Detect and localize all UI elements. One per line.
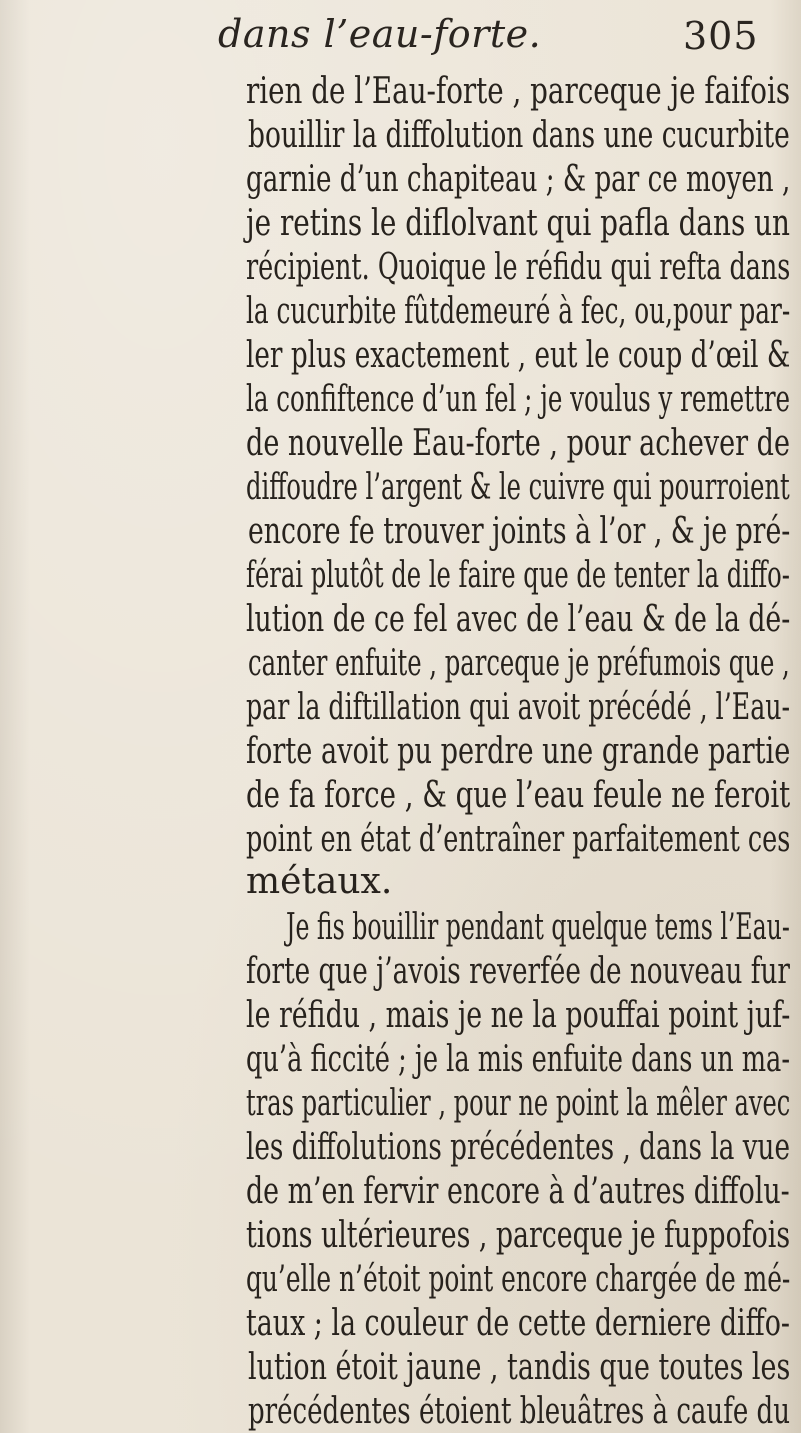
text-line: tras particulier , pour ne point la mêler avec bbox=[246, 1083, 791, 1124]
text-line: forte avoit pu perdre une grande partie bbox=[246, 731, 791, 772]
text-line: précédentes étoient bleuâtres à caufe du bbox=[248, 1391, 791, 1432]
text-line: récipient. Quoique le réfidu qui refta dans bbox=[246, 247, 791, 288]
text-line: diffoudre l’argent & le cuivre qui pourroient bbox=[246, 467, 790, 508]
text-line: taux ; la couleur de cette derniere diffo- bbox=[246, 1303, 790, 1344]
text-line: de m’en fervir encore à d’autres diffolu- bbox=[246, 1171, 790, 1212]
text-line: la confiftence d’un fel ; je voulus y remettre bbox=[246, 379, 791, 420]
text-line: qu’elle n’étoit point encore chargée de mé- bbox=[246, 1259, 791, 1300]
text-line: qu’à ficcité ; je la mis enfuite dans un ma- bbox=[246, 1039, 791, 1080]
text-line: le réfidu , mais je ne la pouffai point juf- bbox=[246, 995, 791, 1036]
text-line: bouillir la diffolution dans une cucurbite bbox=[248, 115, 790, 156]
text-line: je retins le diflolvant qui pafla dans un bbox=[246, 203, 791, 244]
text-line: Je fis bouillir pendant quelque tems l’Eau- bbox=[286, 907, 790, 948]
text-line: métaux. bbox=[246, 861, 393, 902]
text-line: encore fe trouver joints à l’or , & je pré- bbox=[248, 511, 791, 552]
text-line: tions ultérieures , parceque je fuppofois bbox=[246, 1215, 791, 1256]
text-line: rien de l’Eau-forte , parceque je faifois bbox=[246, 71, 791, 112]
page-header bbox=[0, 12, 801, 64]
text-line: forte que j’avois reverfée de nouveau fur bbox=[246, 951, 790, 992]
text-line: ler plus exactement , eut le coup d’œil & bbox=[246, 335, 791, 376]
text-line: canter enfuite , parceque je préfumois que , bbox=[248, 643, 790, 684]
text-line: lution étoit jaune , tandis que toutes les bbox=[248, 1347, 791, 1388]
text-line: les diffolutions précédentes , dans la vue bbox=[246, 1127, 790, 1168]
text-line: de fa force , & que l’eau feule ne feroit bbox=[246, 775, 791, 816]
text-line: férai plutôt de le faire que de tenter la diffo- bbox=[246, 555, 790, 596]
text-line: lution de ce fel avec de l’eau & de la dé- bbox=[246, 599, 791, 640]
page-number: 305 bbox=[683, 14, 759, 58]
text-line: la cucurbite fûtdemeuré à fec, ou,pour par- bbox=[246, 291, 791, 332]
text-line: garnie d’un chapiteau ; & par ce moyen , bbox=[246, 159, 791, 200]
running-title: dans l’eau-forte. bbox=[218, 12, 542, 56]
text-line: point en état d’entraîner parfaitement ces bbox=[246, 819, 791, 860]
text-line: de nouvelle Eau-forte , pour achever de bbox=[246, 423, 791, 464]
text-line: par la diftillation qui avoit précédé , l’Eau- bbox=[246, 687, 791, 728]
